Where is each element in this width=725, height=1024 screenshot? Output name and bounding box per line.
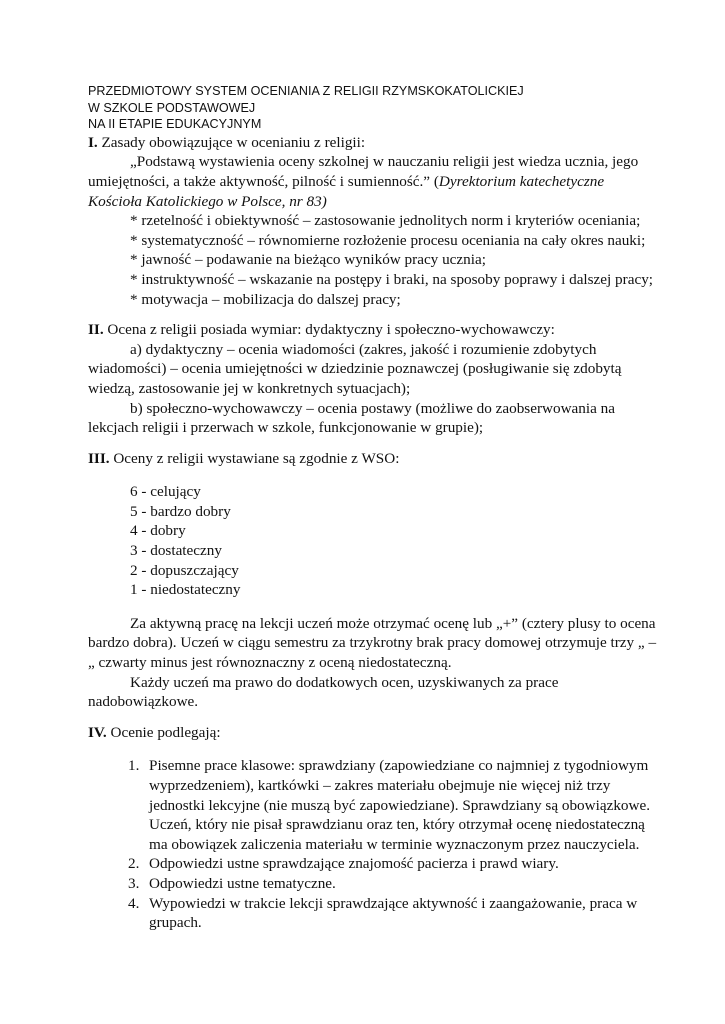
paragraph-line: Każdy uczeń ma prawo do dodatkowych ocen, uzyskiwanych za prace <box>130 673 559 691</box>
section-3-title-line <box>88 449 648 469</box>
item-text: Odpowiedzi ustne sprawdzające znajomość pacierza i prawd wiary. <box>149 855 559 873</box>
paragraph-line: a) dydaktyczny – ocenia wiadomości (zakres, jakość i rozumienie zdobytych <box>130 340 597 358</box>
item-text: Wypowiedzi w trakcie lekcji sprawdzające aktywność i zaangażowanie, praca w <box>149 894 638 912</box>
quote-line: „Podstawą wystawienia oceny szkolnej w nauczaniu religii jest wiedza ucznia, jego <box>130 153 639 171</box>
numbered-item <box>88 874 648 894</box>
paragraph-line: b) społeczno-wychowawczy – ocenia postawy (możliwe do zaobserwowania na <box>130 399 615 417</box>
quote-line <box>88 172 648 192</box>
item-text: Pisemne prace klasowe: sprawdziany (zapowiedziane co najmniej z tygodniowym <box>149 757 649 775</box>
section-2-title-line <box>88 320 648 340</box>
list-item: * jawność – podawanie na bieżąco wyników pracy ucznia; <box>130 251 486 269</box>
item-text: wyprzedzeniem), kartkówki – zakres materiału obejmuje nie więcej niż trzy <box>149 777 611 794</box>
quote-source: Dyrektorium katechetyczne <box>438 172 605 190</box>
paragraph-line: wiadomości) – ocenia umiejętności w dziedzinie poznawczej (posługiwanie się zdobytą <box>88 360 622 378</box>
quote-line <box>88 192 648 212</box>
numbered-item <box>88 854 648 874</box>
section-4 <box>88 723 651 933</box>
quote-text: umiejętności, a także aktywność, pilność i sumienność.” ( <box>88 172 439 190</box>
section-1-title-line <box>88 133 648 153</box>
item-text: ma obowiązek zaliczenia materiału w terminie wyznaczonym przez nauczyciela. <box>149 835 640 853</box>
section-3 <box>88 449 657 712</box>
grade-item: 3 - dostateczny <box>130 542 222 560</box>
paragraph-line: lekcjach religii i przerwach w szkole, funkcjonowanie w grupie); <box>88 419 484 437</box>
list-item: * systematyczność – równomierne rozłożenie procesu oceniania na cały okres nauki; <box>130 231 646 249</box>
section-number: III. <box>88 449 110 467</box>
section-title: Ocena z religii posiada wymiar: dydaktyczny i społeczno-wychowawczy: <box>107 321 555 339</box>
numbered-item <box>88 756 651 854</box>
grade-item: 6 - celujący <box>130 483 201 501</box>
list-item: * rzetelność i obiektywność – zastosowanie jednolitych norm i kryteriów oceniania; <box>130 212 641 230</box>
section-number: I. <box>88 133 98 151</box>
section-number: II. <box>88 321 104 339</box>
numbered-item <box>88 894 648 933</box>
item-text: jednostki lekcyjne (nie muszą być zapowiedziane). Sprawdziany są obowiązkowe. <box>149 796 651 814</box>
grade-item: 1 - niedostateczny <box>130 581 241 599</box>
section-4-title-line <box>88 723 648 743</box>
section-title: Ocenie podlegają: <box>110 723 221 741</box>
paragraph-line: „ czwarty minus jest równoznaczny z oceną niedostateczną. <box>88 654 452 672</box>
paragraph-line: nadobowiązkowe. <box>88 693 199 711</box>
grade-item: 5 - bardzo dobry <box>130 502 231 520</box>
item-number: 1. <box>128 757 140 775</box>
document-heading <box>88 83 648 133</box>
list-item: * motywacja – mobilizacja do dalszej pracy; <box>130 290 401 308</box>
item-number: 3. <box>128 874 140 892</box>
item-text: grupach. <box>149 914 202 932</box>
heading-line: W SZKOLE PODSTAWOWEJ <box>88 100 256 115</box>
item-text: Odpowiedzi ustne tematyczne. <box>149 874 336 892</box>
document-page <box>88 83 657 933</box>
grade-item: 4 - dobry <box>130 522 186 540</box>
section-title: Oceny z religii wystawiane są zgodnie z WSO: <box>113 449 400 467</box>
item-text: Uczeń, który nie pisał sprawdzianu oraz ten, który otrzymał ocenę niedostateczną <box>149 816 645 834</box>
section-1 <box>88 133 654 309</box>
quote-source: Kościoła Katolickiego w Polsce, nr 83) <box>88 192 327 210</box>
grade-item: 2 - dopuszczający <box>130 561 239 579</box>
paragraph-line: Za aktywną pracę na lekcji uczeń może otrzymać ocenę lub „+” (cztery plusy to ocena <box>130 614 656 632</box>
paragraph-line: bardzo dobra). Uczeń w ciągu semestru za trzykrotny brak pracy domowej otrzymuje trzy „ – <box>88 634 657 652</box>
paragraph-line: wiedzą, zastosowanie jej w konkretnych sytuacjach); <box>88 379 411 397</box>
section-2 <box>88 320 648 438</box>
list-item: * instruktywność – wskazanie na postępy i braki, na sposoby poprawy i dalszej pracy; <box>130 270 654 288</box>
section-number: IV. <box>88 723 107 741</box>
item-number: 2. <box>128 855 140 873</box>
item-number: 4. <box>128 894 140 912</box>
section-title: Zasady obowiązujące w ocenianiu z religii: <box>101 133 366 151</box>
heading-line: PRZEDMIOTOWY SYSTEM OCENIANIA Z RELIGII RZYMSKOKATOLICKIEJ <box>88 84 524 98</box>
heading-line: NA II ETAPIE EDUKACYJNYM <box>88 117 262 132</box>
